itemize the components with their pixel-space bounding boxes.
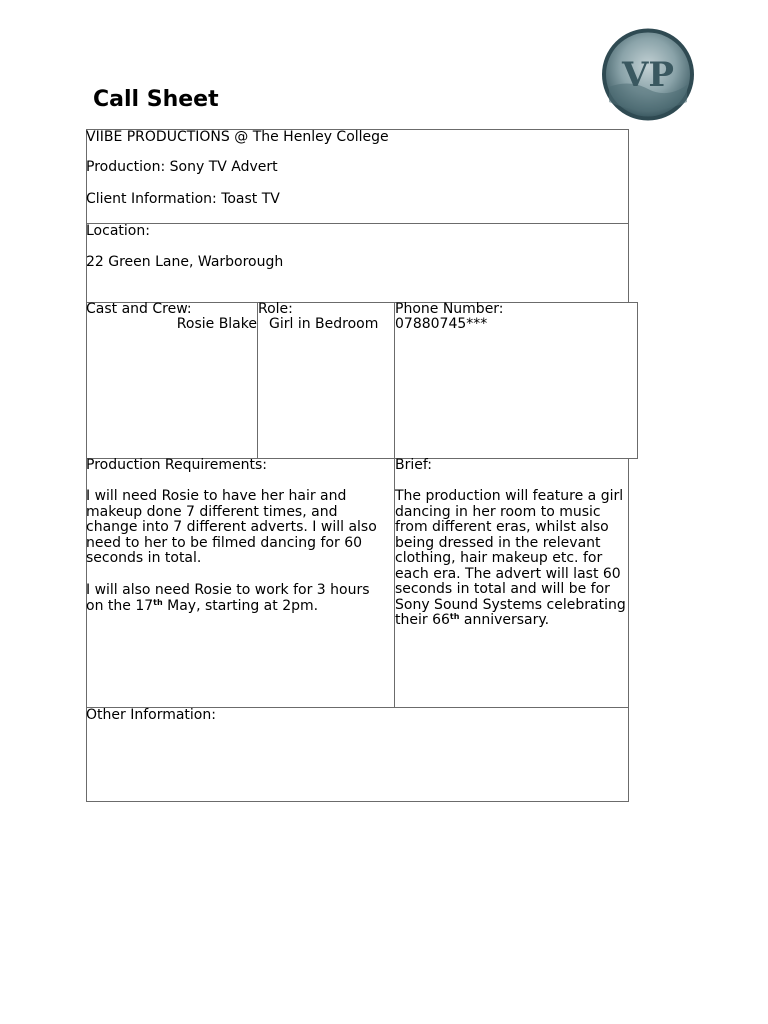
- brief-label: Brief:: [395, 457, 433, 473]
- cast-phone: 07880745***: [395, 316, 488, 332]
- phone-header: Phone Number:: [395, 301, 504, 317]
- location-value: 22 Green Lane, Warborough: [86, 254, 284, 270]
- brief-text-a: The production will feature a girl dancing in her room to music from different eras, whilst also being dressed in the relevant clothing, hair makeup etc. for each era. The advert will last 60 seconds in total and will be for Sony Sound Systems celebrating their 66: [395, 488, 626, 628]
- requirements-text-2a: I will also need Rosie to work for 3 hours on the 17: [86, 582, 370, 614]
- cast-name: Rosie Blake: [176, 316, 257, 332]
- production-text: Production: Sony TV Advert: [86, 159, 278, 175]
- brief-text-b: anniversary.: [459, 612, 550, 628]
- other-info-label: Other Information:: [86, 707, 216, 723]
- cast-header: Cast and Crew:: [86, 301, 192, 317]
- requirements-text-2b: May, starting at 2pm.: [162, 597, 319, 614]
- role-header: Role:: [258, 301, 293, 317]
- page-title: Call Sheet: [93, 87, 219, 112]
- requirements-text-1: I will need Rosie to have her hair and makeup done 7 different times, and change into 7 different adverts. I will also need to her to be filmed dancing for 60 seconds in total.: [86, 488, 377, 566]
- client-text: Client Information: Toast TV: [86, 191, 280, 207]
- cast-role: Girl in Bedroom: [269, 316, 379, 332]
- vp-logo: [599, 27, 697, 122]
- requirements-text-2: [86, 583, 386, 614]
- location-label: Location:: [86, 223, 150, 239]
- requirements-sup: th: [153, 597, 163, 607]
- logo-text: VP: [622, 55, 674, 95]
- requirements-label: Production Requirements:: [86, 457, 267, 473]
- brief-text: [395, 489, 628, 629]
- brief-sup: th: [449, 612, 460, 621]
- company-text: VIIBE PRODUCTIONS @ The Henley College: [86, 129, 389, 145]
